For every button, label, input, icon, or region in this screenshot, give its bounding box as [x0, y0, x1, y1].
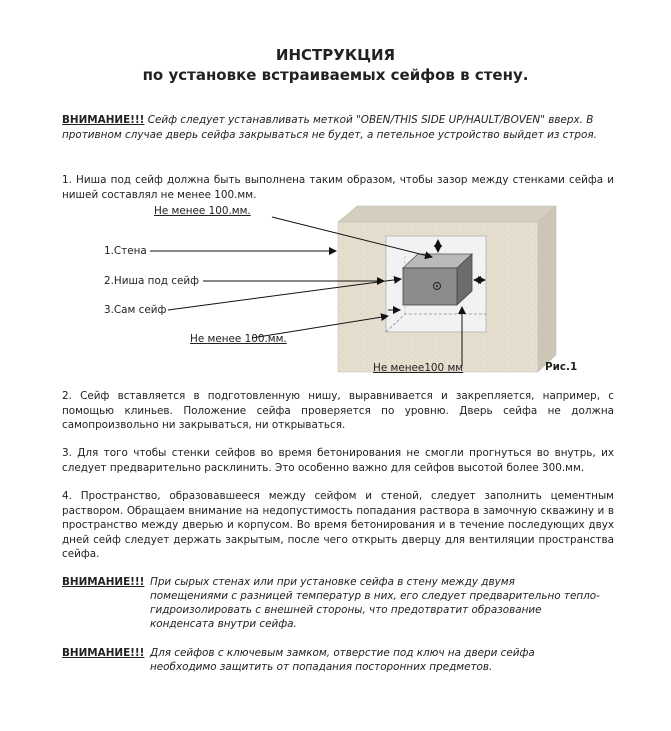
- step-1-text: 1. Ниша под сейф должна быть выполнена таким образом, чтобы зазор между стенками сейфа и нишей составлял не менее 100.мм.: [62, 174, 614, 201]
- warning-humidity-line-4: конденсата внутри сейфа.: [150, 618, 297, 630]
- warning-humidity-line-1: При сырых стенах или при установке сейфа в стену между двумя: [150, 576, 515, 588]
- label-gap-bottom: Не менее100 мм: [373, 362, 464, 374]
- page-subtitle: по установке встраиваемых сейфов в стену.: [142, 66, 529, 84]
- warning-humidity-line-3: гидроизолировать с внешней стороны, что предотвратит образование: [150, 604, 542, 616]
- warning-humidity-line-2: помещениями с разницей температур в них, его следует предварительно тепло-: [150, 590, 600, 602]
- wall-side-face: [538, 206, 556, 372]
- page-title: ИНСТРУКЦИЯ: [275, 46, 396, 64]
- safe-front-face: [403, 268, 457, 305]
- warning-text: Сейф следует устанавливать меткой "OBEN/THIS SIDE UP/HAULT/BOVEN" вверх. В противном случае дверь сейфа закрываться не будет, а петельное устройство выйдет из строя.: [62, 114, 597, 141]
- warning-keylock-label: ВНИМАНИЕ!!!: [62, 647, 145, 659]
- label-wall: 1.Стена: [104, 245, 147, 257]
- step-3-text: 3. Для того чтобы стенки сейфов во время бетонирования не смогли прогнуться во внутрь, их следует предварительно расклинить. Это особенно важно для сейфов высотой более 300.мм.: [62, 447, 614, 474]
- warning-label: ВНИМАНИЕ!!!: [62, 114, 145, 126]
- figure-caption: Рис.1: [545, 361, 578, 373]
- step-4-text: 4. Пространство, образовавшееся между сейфом и стеной, следует заполнить цементным раствором. Обращаем внимание на недопустимость попадания раствора в замочную скважину и в пространство между дверью и корпусом. Во время бетонирования и в течение последующих двух дней сейф следует держать закрытым, после чего открыть дверцу для вентиляции пространства сейфа.: [62, 490, 614, 561]
- warning-keylock-line-1: Для сейфов с ключевым замком, отверстие под ключ на двери сейфа: [150, 647, 535, 659]
- label-gap-middle: Не менее 100.мм.: [190, 333, 287, 345]
- warning-humidity-label: ВНИМАНИЕ!!!: [62, 576, 145, 588]
- label-safe: 3.Сам сейф: [104, 304, 167, 316]
- label-niche: 2.Ниша под сейф: [104, 275, 200, 287]
- wall-top-face: [338, 206, 556, 222]
- label-gap-top: Не менее 100.мм.: [154, 205, 251, 217]
- step-2-text: 2. Сейф вставляется в подготовленную нишу, выравнивается и закрепляется, например, с помощью клиньев. Положение сейфа проверяется по уровню. Дверь сейфа не должна самопроизвольно ни закрываться, ни открываться.: [62, 390, 614, 432]
- warning-keylock-line-2: необходимо защитить от попадания посторонних предметов.: [150, 661, 493, 673]
